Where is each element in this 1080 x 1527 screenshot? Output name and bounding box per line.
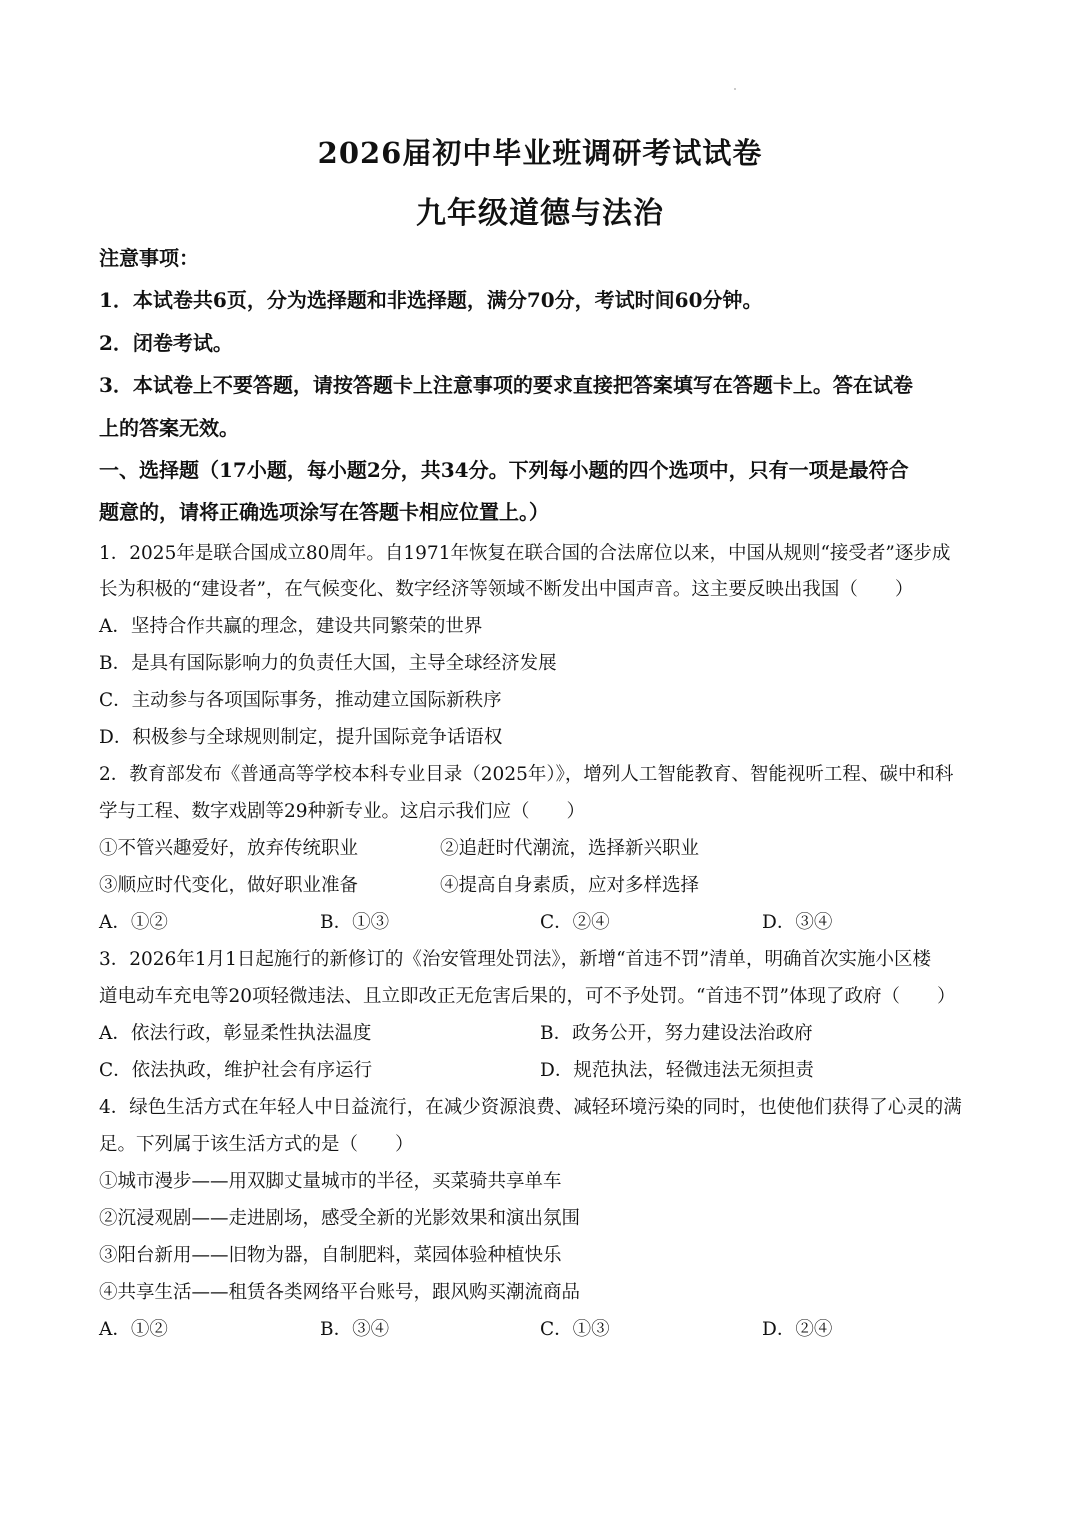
q2-statement-4: ④提高自身素质，应对多样选择 — [440, 875, 700, 896]
q4-statement-4: ④共享生活——租赁各类网络平台账号，跟风购买潮流商品 — [99, 1282, 581, 1303]
q2-stem-line-1: 2．教育部发布《普通高等学校本科专业目录（2025年）》，增列人工智能教育、智能视听工程、碳中和科 — [99, 764, 954, 785]
notice-item-2: 2．闭卷考试。 — [99, 331, 233, 355]
q2-statement-2: ②追赶时代潮流，选择新兴职业 — [440, 838, 700, 859]
notice-heading: 注意事项： — [99, 246, 199, 270]
notice-item-1: 1．本试卷共6页，分为选择题和非选择题，满分70分，考试时间60分钟。 — [99, 288, 763, 312]
q2-option-c: C．②④ — [540, 912, 610, 933]
q3-option-c: C．依法执政，维护社会有序运行 — [99, 1060, 373, 1081]
q2-option-d: D．③④ — [762, 912, 833, 933]
q1-option-b: B．是具有国际影响力的负责任大国，主导全球经济发展 — [99, 653, 557, 674]
q4-option-d: D．②④ — [762, 1319, 833, 1340]
q2-statement-1: ①不管兴趣爱好，放弃传统职业 — [99, 838, 359, 859]
q1-option-a: A．坚持合作共赢的理念，建设共同繁荣的世界 — [99, 616, 483, 637]
q2-option-b: B．①③ — [320, 912, 390, 933]
notice-item-3-line-1: 3．本试卷上不要答题，请按答题卡上注意事项的要求直接把答案填写在答题卡上。答在试卷 — [99, 373, 913, 397]
q4-option-c: C．①③ — [540, 1319, 610, 1340]
q3-option-b: B．政务公开，努力建设法治政府 — [540, 1023, 813, 1044]
q1-stem-line-1: 1．2025年是联合国成立80周年。自1971年恢复在联合国的合法席位以来，中国从规则“接受者”逐步成 — [99, 543, 951, 564]
exam-subtitle: 九年级道德与法治 — [416, 196, 664, 231]
q3-option-a: A．依法行政，彰显柔性执法温度 — [99, 1023, 372, 1044]
q4-stem-line-2: 足。下列属于该生活方式的是（ ） — [99, 1134, 414, 1155]
q1-stem-line-2: 长为积极的“建设者”，在气候变化、数字经济等领域不断发出中国声音。这主要反映出我国（ ） — [99, 579, 914, 600]
scan-speck — [734, 88, 736, 90]
q4-option-b: B．③④ — [320, 1319, 390, 1340]
q4-statement-3: ③阳台新用——旧物为器，自制肥料，菜园体验种植快乐 — [99, 1245, 562, 1266]
section-1-heading-line-1: 一、选择题（17小题，每小题2分，共34分。下列每小题的四个选项中，只有一项是最符合 — [99, 458, 909, 482]
q1-option-d: D．积极参与全球规则制定，提升国际竞争话语权 — [99, 727, 503, 748]
q4-statement-2: ②沉浸观剧——走进剧场，感受全新的光影效果和演出氛围 — [99, 1208, 581, 1229]
q3-stem-line-2: 道电动车充电等20项轻微违法、且立即改正无危害后果的，可不予处罚。“首违不罚”体现了政府（ ） — [99, 986, 956, 1007]
q2-option-a: A．①② — [99, 912, 168, 933]
notice-item-3-line-2: 上的答案无效。 — [99, 416, 239, 440]
q2-statement-3: ③顺应时代变化，做好职业准备 — [99, 875, 359, 896]
q4-statement-1: ①城市漫步——用双脚丈量城市的半径，买菜骑共享单车 — [99, 1171, 562, 1192]
q3-option-d: D．规范执法，轻微违法无须担责 — [540, 1060, 814, 1081]
q1-option-c: C．主动参与各项国际事务，推动建立国际新秩序 — [99, 690, 502, 711]
q2-stem-line-2: 学与工程、数字戏剧等29种新专业。这启示我们应（ ） — [99, 801, 586, 822]
q4-stem-line-1: 4．绿色生活方式在年轻人中日益流行，在减少资源浪费、减轻环境污染的同时，也使他们获得了心灵的满 — [99, 1097, 962, 1118]
q4-option-a: A．①② — [99, 1319, 168, 1340]
section-1-heading-line-2: 题意的，请将正确选项涂写在答题卡相应位置上。） — [99, 500, 549, 524]
exam-title: 2026届初中毕业班调研考试试卷 — [317, 136, 763, 170]
q3-stem-line-1: 3．2026年1月1日起施行的新修订的《治安管理处罚法》，新增“首违不罚”清单，明确首次实施小区楼 — [99, 949, 932, 970]
